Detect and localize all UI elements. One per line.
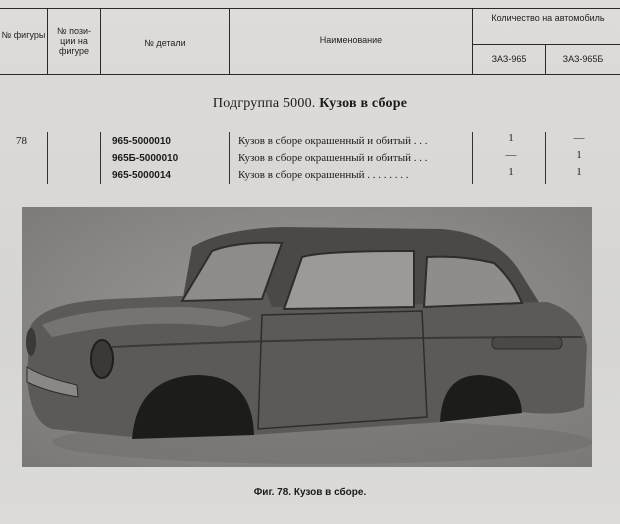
subgroup-prefix: Подгруппа 5000. [212,96,316,111]
header-quantity: Количество на автомобиль [491,13,605,23]
column-divider [47,132,48,184]
column-divider [472,132,473,184]
row-qty-a: 1 [508,166,514,178]
table-header [0,8,620,74]
column-divider [229,132,230,184]
row-name: Кузов в сборе окрашенный и обитый . . . [238,152,428,164]
header-part-number: № детали [144,38,186,48]
header-qty-zaz965: ЗАЗ-965 [491,54,527,64]
row-qty-a: 1 [508,132,514,144]
car-body-illustration [22,207,592,467]
row-qty-b: — [573,132,585,144]
row-part-number: 965-5000014 [112,170,171,181]
column-divider [100,132,101,184]
row-part-number: 965-5000010 [112,136,171,147]
subgroup-title [0,96,620,112]
row-figure: 78 [16,135,27,147]
subgroup-name: Кузов в сборе [319,96,408,111]
header-qty-zaz965b: ЗАЗ-965Б [562,54,604,64]
row-qty-b: 1 [576,166,582,178]
figure-caption: Фиг. 78. Кузов в сборе. [253,487,367,498]
row-name: Кузов в сборе окрашенный и обитый . . . [238,135,428,147]
car-body-photo [22,207,592,467]
header-figure: № фигуры [1,30,46,40]
row-part-number: 965Б-5000010 [112,153,179,164]
row-name: Кузов в сборе окрашенный . . . . . . . . [238,169,409,181]
row-qty-b: 1 [576,149,582,161]
row-qty-a: — [505,149,517,161]
header-name: Наименование [319,35,383,45]
header-position: № пози-ции на фигуре [56,26,92,56]
